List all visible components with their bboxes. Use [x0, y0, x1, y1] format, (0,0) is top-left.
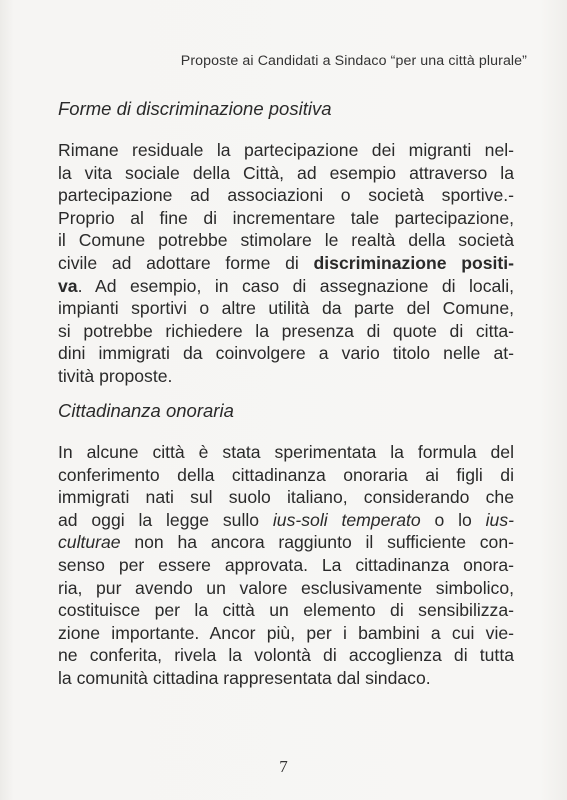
text-line: ria, pur avendo un valore esclusivamente simbolico,	[58, 577, 514, 598]
text-line: va. Ad esempio, in caso di assegnazione di locali,	[58, 275, 514, 296]
text-line: zione importante. Ancor più, per i bambini a cui vie-	[58, 622, 514, 643]
text-line: culturae non ha ancora raggiunto il sufficiente con-	[58, 532, 514, 553]
section-title-discriminazione: Forme di discriminazione positiva	[58, 98, 332, 119]
italic-term: culturae	[58, 532, 121, 553]
text-line: immigrati nati sul suolo italiano, considerando che	[58, 487, 514, 508]
page-number: 7	[279, 757, 288, 776]
text-line: In alcune città è stata sperimentata la formula del	[58, 442, 514, 462]
section-title-cittadinanza: Cittadinanza onoraria	[58, 400, 234, 421]
bold-term: va	[58, 275, 78, 296]
text-line: il Comune potrebbe stimolare le realtà della società	[58, 230, 514, 251]
text-line: partecipazione ad associazioni o società sportive.-	[58, 185, 514, 206]
text-line: costituisce per la città un elemento di sensibilizza-	[58, 600, 514, 621]
running-header: Proposte ai Candidati a Sindaco “per una città plurale”	[180, 53, 527, 69]
text-line: dini immigrati da coinvolgere a vario titolo nelle at-	[58, 343, 514, 364]
text-line: civile ad adottare forme di discriminazione positi-	[58, 252, 514, 273]
italic-term: ius-soli temperato	[272, 509, 421, 530]
text-line: impianti sportivi o altre utilità da parte del Comune,	[58, 298, 514, 319]
text-line: senso per essere approvata. La cittadinanza onora-	[58, 554, 514, 575]
text-line: ne conferita, rivela la volontà di accoglienza di tutta	[58, 645, 514, 666]
text-line: Proprio al fine di incrementare tale partecipazione,	[58, 207, 514, 228]
text-line: la comunità cittadina rappresentata dal sindaco.	[58, 667, 431, 688]
text-line: conferimento della cittadinanza onoraria ai figli di	[58, 464, 514, 485]
text-line: Rimane residuale la partecipazione dei migranti nel-	[58, 140, 514, 160]
text-line: la vita sociale della Città, ad esempio attraverso la	[58, 162, 514, 183]
paragraph-discriminazione	[58, 139, 514, 388]
italic-term: ius-	[485, 509, 514, 530]
text-line: ad oggi la legge sullo ius-soli temperato o lo ius-	[58, 509, 514, 530]
paragraph-cittadinanza	[58, 441, 514, 690]
bold-term: discriminazione positi-	[313, 252, 514, 273]
text-line: tività proposte.	[58, 365, 173, 386]
text-line: si potrebbe richiedere la presenza di quote di citta-	[58, 320, 514, 341]
